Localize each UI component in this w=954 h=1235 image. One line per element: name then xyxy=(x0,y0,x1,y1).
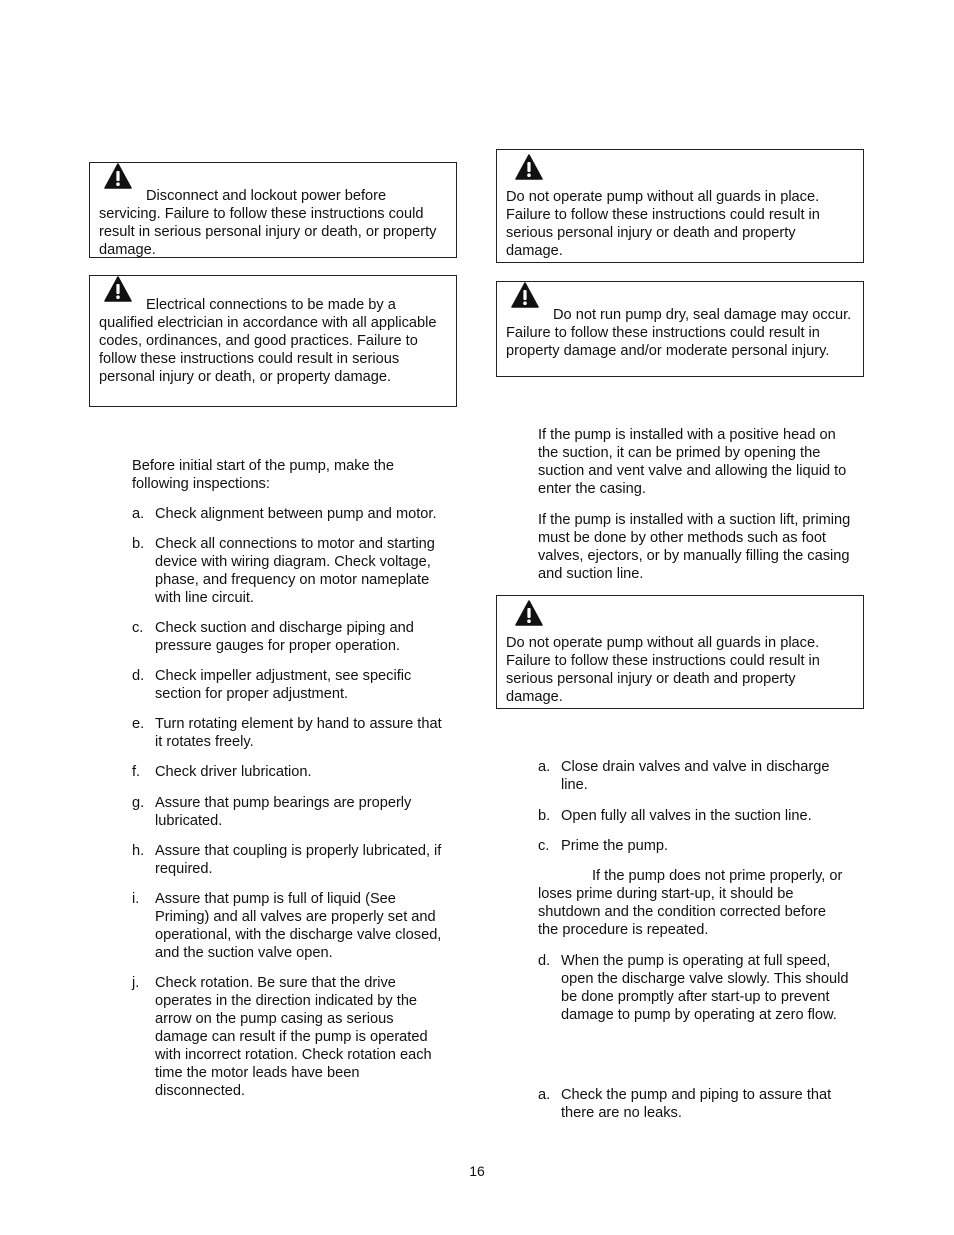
list-item: c. Prime the pump. xyxy=(538,838,669,854)
inspections-list xyxy=(132,505,450,1100)
list-item: j. Check rotation. Be sure that the drive operates in the direction indicated by the arrow on the pump casing as serious damage can result if the pump is operated with incorrect rotation. Check rotation each time the motor leads have been disconnected. xyxy=(132,975,432,1099)
warning-text-lockout: Disconnect and lockout power before servicing. Failure to follow these instructions could result in serious personal injury or death, or property damage. xyxy=(99,188,437,258)
list-item: f. Check driver lubrication. xyxy=(132,764,312,780)
list-item: b. Open fully all valves in the suction line. xyxy=(538,808,812,824)
warning-box-electrical xyxy=(89,275,457,407)
list-item: g. Assure that pump bearings are properly lubricated. xyxy=(132,795,412,829)
warning-text-dry-run: Do not run pump dry, seal damage may occur. Failure to follow these instructions could result in property damage and/or moderate personal injury. xyxy=(506,307,852,359)
list-item: e. Turn rotating element by hand to assure that it rotates freely. xyxy=(132,716,442,750)
page-number: 16 xyxy=(469,1163,485,1179)
warning-triangle-icon xyxy=(104,163,132,189)
startup-note: If the pump does not prime properly, or loses prime during start-up, it should be shutdown and the condition corrected before the procedure is repeated. xyxy=(538,868,843,938)
warning-text-electrical: Electrical connections to be made by a qualified electrician in accordance with all applicable codes, ordinances, and good practices. Failure to follow these instructions could result in serious personal injury or death, or property damage. xyxy=(99,297,437,385)
warning-text-guards-bottom: Do not operate pump without all guards in place. Failure to follow these instructions could result in serious personal injury or death and property damage. xyxy=(506,635,820,705)
list-item: i. Assure that pump is full of liquid (See Priming) and all valves are properly set and operational, with the discharge valve closed, and the suction valve open. xyxy=(132,891,442,961)
list-item: a. Check the pump and piping to assure that there are no leaks. xyxy=(538,1087,832,1121)
priming-positive-head: If the pump is installed with a positive head on the suction, it can be primed by opening the suction and vent valve and allowing the liquid to enter the casing. xyxy=(538,427,847,497)
warning-text-guards-top: Do not operate pump without all guards in place. Failure to follow these instructions could result in serious personal injury or death and property damage. xyxy=(506,189,820,259)
list-item: a. Check alignment between pump and motor. xyxy=(132,506,437,522)
inspections-intro: Before initial start of the pump, make the following inspections: xyxy=(132,458,395,492)
warning-triangle-icon xyxy=(511,282,539,308)
startup-list-d xyxy=(538,952,854,1024)
operation-list xyxy=(538,1086,854,1122)
list-item: d. Check impeller adjustment, see specific section for proper adjustment. xyxy=(132,668,412,702)
warning-triangle-icon xyxy=(104,276,132,302)
warning-box-lockout xyxy=(89,162,457,258)
warning-box-dry-run xyxy=(496,281,864,377)
list-item: a. Close drain valves and valve in discharge line. xyxy=(538,759,830,793)
warning-triangle-icon xyxy=(515,600,543,626)
warning-box-guards-top xyxy=(496,149,864,263)
warning-box-guards-bottom xyxy=(496,595,864,709)
list-item: b. Check all connections to motor and starting device with wiring diagram. Check voltage, phase, and frequency on motor nameplate with line circuit. xyxy=(132,536,435,606)
list-item: c. Check suction and discharge piping and pressure gauges for proper operation. xyxy=(132,620,414,654)
startup-list-abc xyxy=(538,758,854,855)
warning-triangle-icon xyxy=(515,154,543,180)
priming-suction-lift: If the pump is installed with a suction lift, priming must be done by other methods such as foot valves, ejectors, or by manually filling the casing and suction line. xyxy=(538,512,851,582)
list-item: h. Assure that coupling is properly lubricated, if required. xyxy=(132,843,442,877)
list-item: d. When the pump is operating at full speed, open the discharge valve slowly. This should be done promptly after start-up to prevent damage to pump by operating at zero flow. xyxy=(538,953,849,1023)
